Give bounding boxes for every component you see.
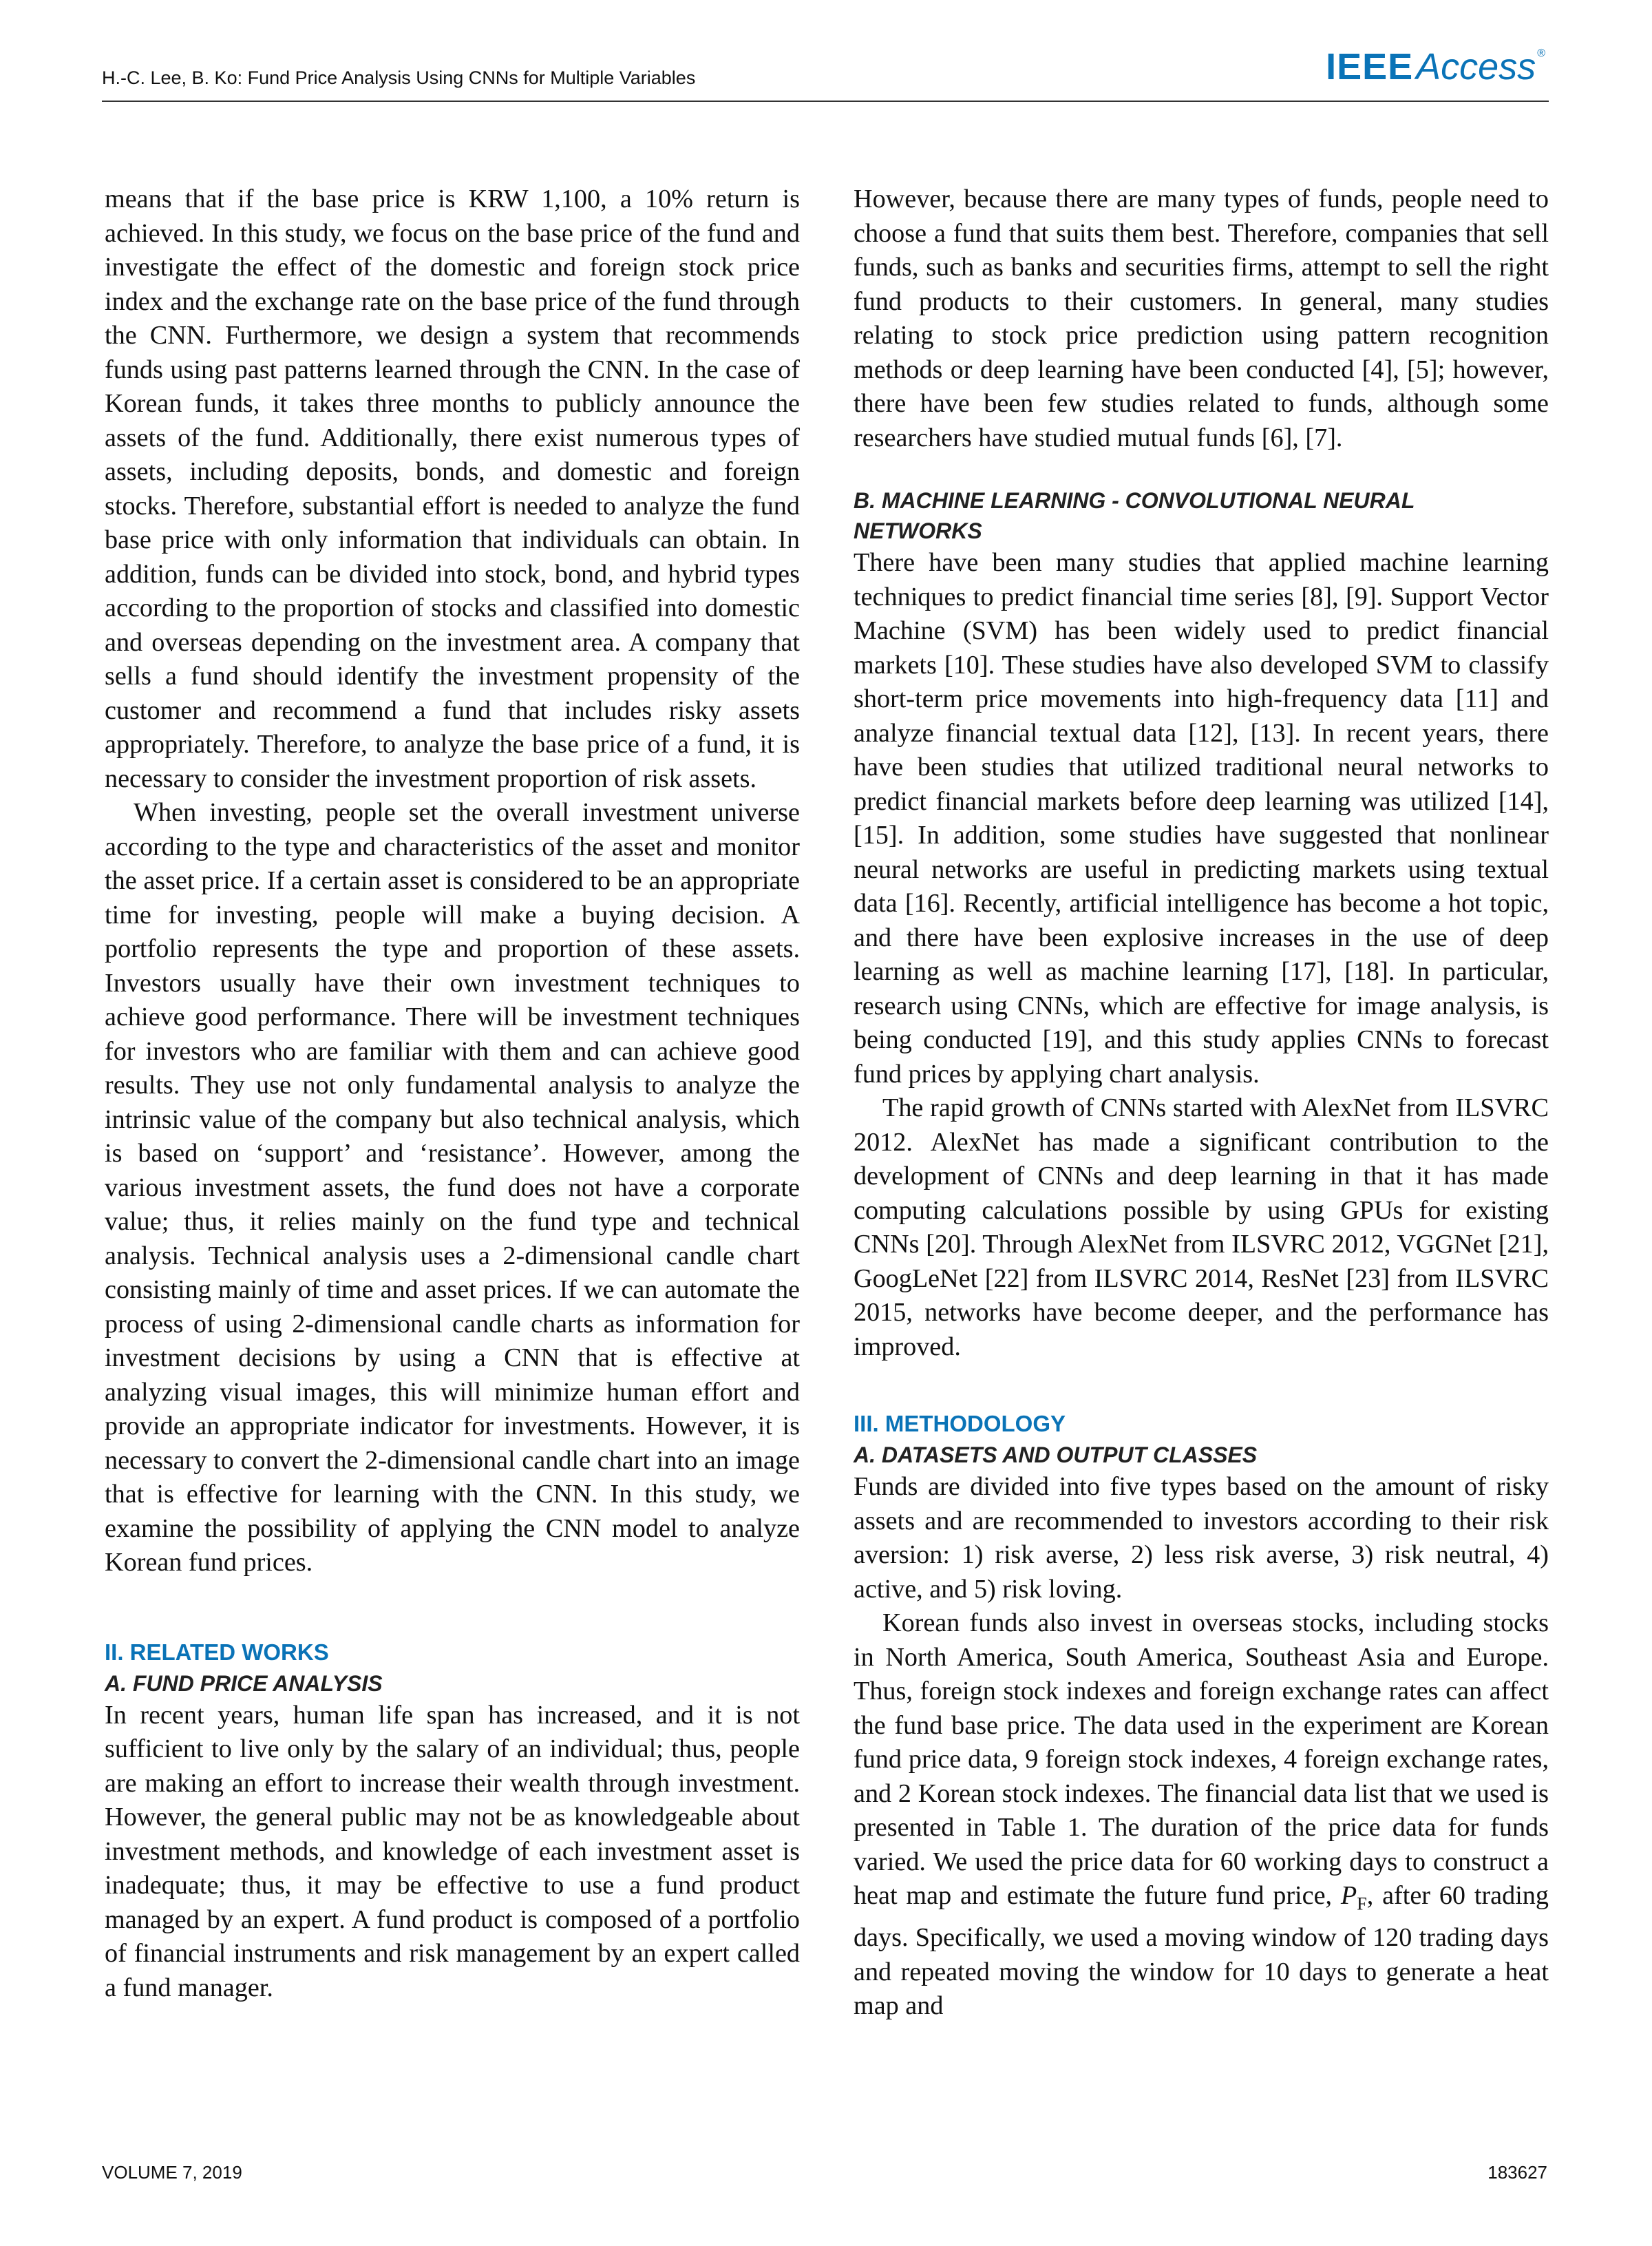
running-head: H.-C. Lee, B. Ko: Fund Price Analysis Using CNNs for Multiple Variables [102,67,696,88]
logo-ieee-text: IEEE [1326,46,1414,87]
future-fund-price-symbol: P [1340,1881,1357,1910]
left-column [105,182,800,2005]
section-spacer [854,455,1549,485]
section-heading-related-works: II. RELATED WORKS [105,1639,329,1665]
footer-page-number: 183627 [1487,2162,1547,2183]
footer-volume: VOLUME 7, 2019 [102,2162,242,2183]
right-paragraph-3: The rapid growth of CNNs started with AlexNet from ILSVRC 2012. AlexNet has made a significant contribution to the development of CNNs and deep learning in that it has made computing calculations possible by using GPUs for existing CNNs [20]. Through AlexNet from ILSVRC 2012, VGGNet [21], GoogLeNet [22] from ILSVRC 2014, ResNet [23] from ILSVRC 2015, networks have become deeper, and the performance has improved. [854,1093,1549,1361]
right-paragraph-5 [854,1606,1549,2024]
header-rule [102,101,1549,102]
logo-access-text: Access [1416,46,1536,87]
subsection-heading-datasets-output-classes: A. DATASETS AND OUTPUT CLASSES [854,1442,1258,1467]
subsection-heading-fund-price-analysis: A. FUND PRICE ANALYSIS [105,1670,383,1696]
right-paragraph-2: There have been many studies that applied machine learning techniques to predict financial time series [8], [9]. Support Vector Machine (SVM) has been widely used to predict financial markets [10]. These studies have also developed SVM to classify short-term price movements into high-frequency data [11] and analyze financial textual data [12], [13]. In recent years, there have been studies that utilized traditional neural networks to predict financial markets before deep learning was utilized [14], [15]. In addition, some studies have suggested that nonlinear neural networks are useful in predicting markets using textual data [16]. Recently, artificial intelligence has become a hot topic, and there have been explosive increases in the use of deep learning as well as machine learning [17], [18]. In particular, research using CNNs, which are effective for image analysis, is being conducted [19], and this study applies CNNs to forecast fund prices by applying chart analysis. [854,548,1549,1089]
future-fund-price-subscript: F [1357,1893,1367,1914]
subsection-heading-machine-learning-cnn: B. MACHINE LEARNING - CONVOLUTIONAL NEURAL NETWORKS [854,488,1415,543]
left-paragraph-3: In recent years, human life span has increased, and it is not sufficient to live only by the salary of an individual; thus, people are making an effort to increase their wealth through investment. However, the general public may not be as knowledgeable about investment methods, and knowledge of each investment asset is inadequate; thus, it may be effective to use a fund product managed by an expert. A fund product is composed of a portfolio of financial instruments and risk management by an expert called a fund manager. [105,1700,800,2002]
section-heading-methodology: III. METHODOLOGY [854,1411,1066,1436]
section-spacer [105,1580,800,1637]
right-paragraph-4: Funds are divided into five types based on the amount of risky assets and are recommended to investors according to their risk aversion: 1) risk averse, 2) less risk averse, 3) risk neutral, 4) active, and 5) risk loving. [854,1472,1549,1604]
right-column [854,182,1549,2024]
section-spacer [854,1364,1549,1408]
left-paragraph-2: When investing, people set the overall investment universe according to the type and characteristics of the asset and monitor the asset price. If a certain asset is considered to be an appropriate time for investing, people will make a buying decision. A portfolio represents the type and proportion of these assets. Investors usually have their own investment techniques to achieve good performance. There will be investment techniques for investors who are familiar with them and can achieve good results. They use not only fundamental analysis to analyze the intrinsic value of the company but also technical analysis, which is based on ‘support’ and ‘resistance’. However, among the various investment assets, the fund does not have a corporate value; thus, it relies mainly on the fund type and technical analysis. Technical analysis uses a 2-dimensional candle chart consisting mainly of time and asset prices. If we can automate the process of using 2-dimensional candle charts as information for investment decisions by using a CNN that is effective at analyzing visual images, this will minimize human effort and provide an appropriate indicator for investments. However, it is necessary to convert the 2-dimensional candle chart into an image that is effective for learning with the CNN. In this study, we examine the possibility of applying the CNN model to analyze Korean fund prices. [105,798,800,1577]
logo-registered-mark: ® [1537,48,1545,59]
left-paragraph-1: means that if the base price is KRW 1,100, a 10% return is achieved. In this study, we focus on the base price of the fund and investigate the effect of the domestic and foreign stock price index and the exchange rate on the base price of the fund through the CNN. Furthermore, we design a system that recommends funds using past patterns learned through the CNN. In the case of Korean funds, it takes three months to publicly announce the assets of the fund. Additionally, there exist numerous types of assets, including deposits, bonds, and domestic and foreign stocks. Therefore, substantial effort is needed to analyze the fund base price with only information that individuals can obtain. In addition, funds can be divided into stock, bond, and hybrid types according to the proportion of stocks and classified into domestic and overseas depending on the investment area. A company that sells a fund should identify the investment propensity of the customer and recommend a fund that includes risky assets appropriately. Therefore, to analyze the base price of a fund, it is necessary to consider the investment proportion of risk assets. [105,185,800,793]
ieee-access-logo [1326,48,1545,85]
right-paragraph-1: However, because there are many types of funds, people need to choose a fund that suits them best. Therefore, companies that sell funds, such as banks and securities firms, attempt to sell the right fund products to their customers. In general, many studies relating to stock price prediction using pattern recognition methods or deep learning have been conducted [4], [5]; however, there have been few studies related to funds, although some researchers have studied mutual funds [6], [7]. [854,185,1549,452]
right-paragraph-5-part-1: Korean funds also invest in overseas stocks, including stocks in North America, South America, Southeast Asia and Europe. Thus, foreign stock indexes and foreign exchange rates can affect the fund base price. The data used in the experiment are Korean fund price data, 9 foreign stock indexes, 4 foreign exchange rates, and 2 Korean stock indexes. The financial data list that we used is presented in Table 1. The duration of the price data for funds varied. We used the price data for 60 working days to construct a heat map and estimate the future fund price, [854,1608,1549,1910]
right-paragraph-5-part-2: , after 60 trading days. Specifically, we used a moving window of 120 trading days and repeated moving the window for 10 days to generate a heat map and [854,1881,1549,2021]
